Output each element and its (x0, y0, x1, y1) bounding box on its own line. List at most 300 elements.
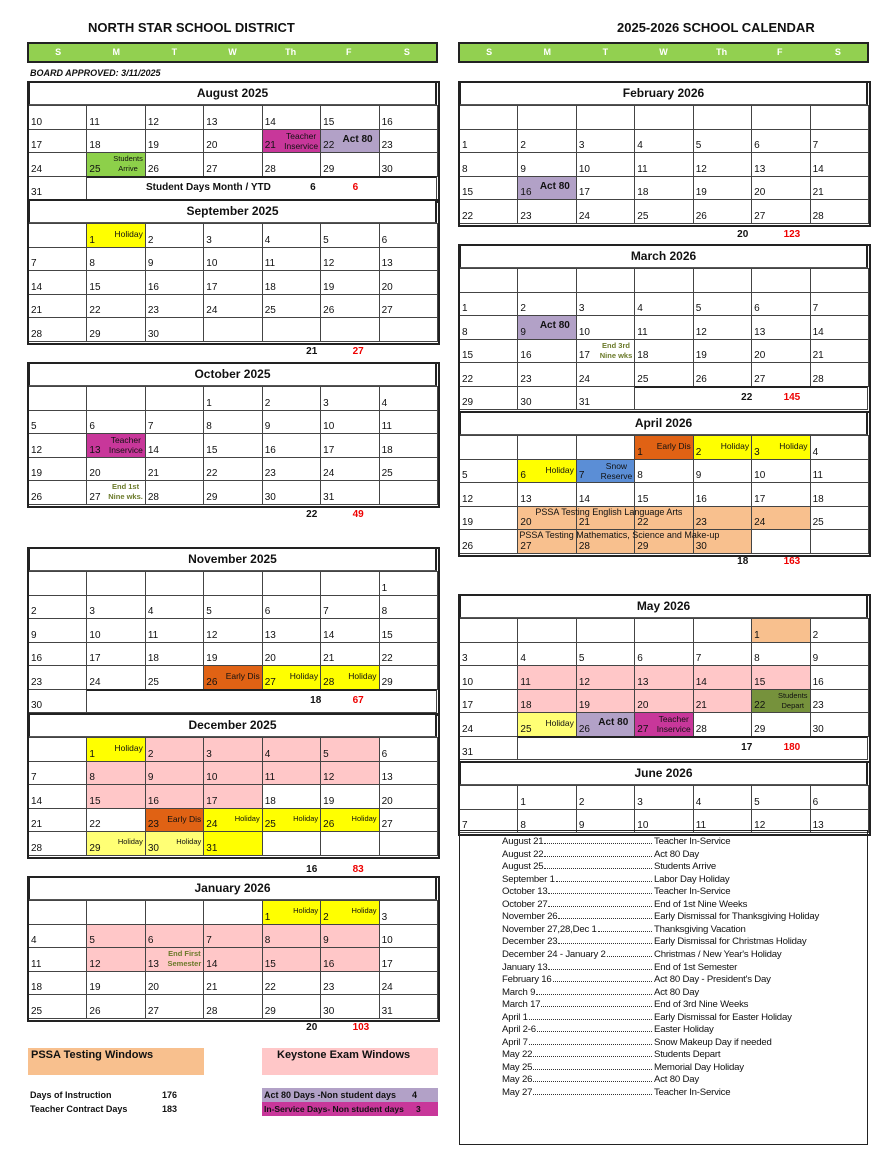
day-cell (320, 737, 379, 762)
day-cell (751, 315, 810, 340)
day-cell (693, 292, 752, 317)
month-student-days: 21 (306, 346, 318, 357)
day-number: 21 (147, 468, 159, 479)
day-cell (320, 410, 379, 435)
day-number: 18 (264, 281, 276, 293)
day-number: 15 (89, 281, 101, 293)
weekday-label: Th (285, 47, 297, 57)
month-student-days: 6 (310, 181, 316, 193)
event-date: March 9 (502, 986, 536, 998)
day-number: 11 (89, 116, 100, 128)
day-number: 17 (206, 281, 218, 293)
event-date: August 22 (502, 848, 544, 860)
day-cell (262, 152, 321, 177)
day-number: 25 (264, 819, 276, 830)
day-number: 16 (695, 493, 707, 505)
board-approved: BOARD APPROVED: 3/11/2025 (30, 68, 161, 78)
event-row (502, 1060, 842, 1073)
day-number: 19 (206, 653, 218, 664)
day-cell (262, 924, 321, 949)
day-cell (203, 924, 262, 949)
day-number: 15 (381, 629, 393, 641)
day-cell (693, 665, 752, 690)
day-number: 3 (381, 911, 388, 923)
day-number: 27 (206, 163, 218, 175)
day-number: 25 (381, 468, 393, 479)
day-number: 18 (147, 653, 159, 664)
day-number: 29 (89, 842, 101, 854)
day-cell (86, 410, 145, 435)
day-number: 1 (754, 629, 760, 641)
month-title: November 2025 (28, 547, 437, 571)
day-number: 19 (462, 517, 474, 528)
event-name: End of 3rd Nine Weeks (654, 999, 749, 1011)
day-cell (379, 994, 438, 1019)
day-cell (379, 270, 438, 295)
day-number: 19 (89, 982, 101, 993)
day-note: Holiday (720, 441, 750, 451)
day-cell (28, 689, 87, 714)
day-cell (145, 247, 204, 272)
day-cell (459, 315, 518, 340)
day-number: 3 (206, 234, 212, 246)
day-cell (810, 529, 869, 554)
day-number: 14 (812, 326, 824, 338)
day-number: 14 (31, 281, 43, 293)
dot-leader (556, 872, 652, 882)
day-cell (693, 482, 752, 507)
day-cell (693, 105, 752, 130)
day-number: 8 (462, 326, 468, 338)
event-date-leader (502, 1085, 654, 1100)
day-note: Early Dis (656, 441, 691, 451)
day-number: 31 (206, 842, 218, 854)
day-number: 1 (89, 748, 95, 760)
day-number: 20 (264, 653, 276, 664)
day-number: 26 (89, 1005, 101, 1017)
day-number: 21 (323, 653, 335, 664)
day-number: 1 (462, 303, 468, 314)
day-number: 18 (520, 700, 532, 711)
day-cell (86, 761, 145, 786)
day-number: 23 (147, 305, 159, 316)
day-cell (379, 618, 438, 643)
day-cell (203, 247, 262, 272)
day-cell (517, 105, 576, 130)
day-note: Holiday (117, 837, 143, 846)
day-cell (320, 971, 379, 996)
day-cell (459, 199, 518, 224)
day-number: 11 (695, 820, 707, 831)
day-number: 20 (206, 140, 218, 151)
dot-leader (541, 997, 652, 1007)
inservice-count: 3 (416, 1104, 421, 1114)
event-row (502, 1035, 842, 1048)
day-cell (634, 129, 693, 154)
day-number: 29 (89, 328, 101, 340)
event-row (502, 834, 842, 847)
ytd-student-days: 163 (783, 556, 801, 567)
day-cell (86, 618, 145, 643)
day-number: 21 (31, 819, 43, 830)
event-row (502, 909, 842, 922)
day-number: 6 (520, 470, 526, 481)
event-date: May 26 (502, 1074, 533, 1086)
day-cell (576, 712, 635, 737)
day-cell (576, 362, 635, 387)
day-number: 25 (812, 517, 824, 528)
day-cell (28, 571, 87, 596)
day-cell (693, 642, 752, 667)
day-cell (203, 410, 262, 435)
day-cell (145, 831, 204, 856)
day-number: 7 (812, 140, 819, 151)
dot-leader (529, 1035, 652, 1045)
month-student-days: 17 (741, 741, 753, 753)
day-number: 12 (323, 258, 335, 269)
day-number: 2 (323, 911, 329, 923)
day-number: 4 (264, 748, 271, 760)
dot-leader (553, 972, 652, 982)
day-number: 16 (323, 958, 335, 970)
day-cell (86, 924, 145, 949)
day-cell (459, 482, 518, 507)
day-cell (86, 247, 145, 272)
day-cell (810, 176, 869, 201)
ytd-student-days: 103 (352, 1022, 370, 1033)
day-number: 12 (206, 629, 218, 641)
day-cell (145, 808, 204, 833)
day-number: 4 (381, 397, 388, 409)
day-cell (320, 247, 379, 272)
day-cell (634, 339, 693, 364)
day-cell (203, 152, 262, 177)
day-note: Act 80 (342, 133, 373, 145)
day-cell (379, 410, 438, 435)
day-number: 28 (147, 491, 159, 503)
day-number: 13 (147, 958, 159, 970)
day-cell (576, 459, 635, 484)
day-cell (634, 712, 693, 737)
day-cell (379, 808, 438, 833)
day-cell (693, 339, 752, 364)
day-number: 8 (264, 935, 271, 946)
day-cell (86, 947, 145, 972)
day-number: 23 (323, 982, 335, 993)
day-cell (203, 317, 262, 342)
month-title: October 2025 (28, 362, 437, 386)
day-cell (810, 785, 869, 810)
day-number: 11 (264, 258, 276, 269)
weekday-label: S (55, 47, 62, 57)
day-cell (320, 105, 379, 130)
ytd-student-days: 67 (352, 694, 364, 706)
day-number: 24 (462, 723, 474, 735)
day-number: 8 (520, 820, 526, 831)
day-number: 19 (695, 187, 707, 198)
day-cell (693, 176, 752, 201)
day-number: 29 (381, 676, 393, 688)
day-cell (517, 339, 576, 364)
day-cell (28, 900, 87, 925)
day-number: 9 (695, 470, 702, 481)
day-cell (379, 900, 438, 925)
weekday-label: S (834, 47, 841, 57)
day-number: 12 (695, 326, 707, 338)
day-cell (459, 712, 518, 737)
day-cell (634, 642, 693, 667)
day-cell (751, 176, 810, 201)
day-cell (517, 315, 576, 340)
day-number: 21 (578, 517, 590, 528)
inservice-legend (262, 1102, 438, 1116)
day-note: Act 80 (598, 717, 629, 728)
event-name: End of 1st Nine Weeks (654, 898, 748, 910)
day-cell (751, 712, 810, 737)
event-name: Christmas / New Year's Holiday (654, 948, 782, 960)
day-number: 10 (323, 421, 335, 432)
day-number: 29 (637, 540, 649, 552)
dot-leader (598, 922, 652, 932)
day-number: 5 (695, 303, 702, 314)
event-date: April 7 (502, 1036, 528, 1048)
contract-value: 183 (162, 1104, 178, 1114)
day-number: 27 (754, 373, 766, 385)
event-row (502, 897, 842, 910)
dot-leader (548, 960, 652, 970)
day-cell (634, 785, 693, 810)
day-cell (145, 410, 204, 435)
day-cell (145, 223, 204, 248)
day-cell (576, 129, 635, 154)
day-cell (145, 994, 204, 1019)
day-number: 13 (206, 116, 218, 128)
day-number: 10 (578, 163, 590, 175)
event-name: Teacher In-Service (654, 1087, 731, 1098)
month-student-days: 18 (737, 556, 749, 567)
day-cell (459, 689, 518, 714)
day-number: 3 (637, 796, 643, 808)
event-row (502, 947, 842, 960)
event-name: Act 80 Day - President's Day (654, 974, 771, 986)
day-number: 5 (695, 140, 702, 151)
day-cell (634, 459, 693, 484)
day-number: 4 (637, 303, 643, 314)
month-title: January 2026 (28, 876, 437, 900)
day-cell (459, 105, 518, 130)
day-number: 2 (520, 140, 526, 151)
day-number: 11 (264, 772, 276, 783)
event-name: Early Dismissal for Christmas Holiday (654, 936, 807, 948)
day-note: Teacher Inservice (656, 714, 691, 734)
day-cell (262, 410, 321, 435)
day-number: 17 (462, 700, 474, 711)
day-cell (262, 947, 321, 972)
day-number: 22 (381, 653, 393, 664)
ytd-student-days: 6 (352, 181, 359, 193)
event-date: August 21 (502, 836, 544, 847)
day-cell (203, 105, 262, 130)
day-cell (28, 410, 87, 435)
day-number: 12 (147, 116, 159, 128)
dot-leader (558, 909, 652, 919)
month-title: March 2026 (459, 244, 868, 268)
day-note: Holiday (234, 813, 260, 823)
day-cell (634, 435, 693, 460)
day-cell (576, 292, 635, 317)
event-name: Act 80 Day (654, 986, 699, 998)
day-number: 21 (264, 140, 276, 151)
event-name: End of 1st Semester (654, 961, 738, 973)
day-cell (693, 459, 752, 484)
day-cell (28, 457, 87, 482)
day-cell (751, 435, 810, 460)
day-cell (634, 482, 693, 507)
day-cell (634, 362, 693, 387)
day-number: 28 (264, 163, 276, 175)
day-cell (86, 386, 145, 411)
day-number: 4 (31, 935, 37, 946)
month-title: May 2026 (459, 594, 868, 618)
day-number: 26 (695, 373, 707, 385)
day-number: 22 (462, 210, 474, 222)
day-cell (320, 665, 379, 690)
day-number: 12 (323, 772, 335, 783)
day-cell (517, 665, 576, 690)
contract-label: Teacher Contract Days (30, 1104, 128, 1114)
day-cell (203, 457, 262, 482)
weekday-label: F (346, 47, 352, 57)
day-cell (751, 129, 810, 154)
day-cell (810, 129, 869, 154)
day-number: 10 (31, 116, 43, 128)
day-number: 31 (31, 187, 43, 198)
day-cell (28, 223, 87, 248)
event-row (502, 922, 842, 935)
day-number: 20 (147, 982, 159, 993)
day-note: Teacher Inservice (284, 130, 319, 151)
day-number: 1 (637, 446, 643, 458)
day-cell (203, 665, 262, 690)
day-cell (379, 247, 438, 272)
day-cell (810, 199, 869, 224)
day-cell (145, 480, 204, 505)
day-number: 8 (754, 653, 760, 664)
day-number: 4 (147, 606, 154, 617)
day-number: 12 (695, 163, 707, 175)
day-cell (28, 152, 87, 177)
day-note: Holiday (176, 837, 202, 846)
day-cell (751, 292, 810, 317)
day-number: 5 (578, 653, 585, 664)
day-number: 14 (578, 493, 590, 505)
day-cell (810, 689, 869, 714)
day-number: 3 (578, 303, 585, 314)
day-cell (517, 642, 576, 667)
day-cell (28, 994, 87, 1019)
day-cell (86, 457, 145, 482)
day-number: 18 (637, 350, 649, 361)
day-cell (634, 105, 693, 130)
day-cell (262, 571, 321, 596)
day-cell (576, 785, 635, 810)
day-cell (320, 642, 379, 667)
day-number: 3 (578, 140, 585, 151)
day-number: 5 (462, 470, 468, 481)
day-cell (751, 105, 810, 130)
day-number: 15 (462, 350, 474, 361)
day-number: 7 (462, 820, 468, 831)
day-number: 5 (31, 421, 37, 432)
day-number: 23 (147, 819, 159, 830)
day-cell (517, 199, 576, 224)
day-number: 22 (206, 468, 218, 479)
day-cell (203, 947, 262, 972)
day-cell (810, 712, 869, 737)
day-cell (86, 784, 145, 809)
day-cell (634, 199, 693, 224)
day-number: 13 (264, 629, 276, 641)
day-cell (28, 947, 87, 972)
day-number: 16 (147, 795, 159, 807)
day-number: 26 (323, 305, 335, 316)
day-cell (576, 482, 635, 507)
dot-leader (533, 1047, 652, 1057)
day-cell (28, 618, 87, 643)
pssa-legend (28, 1048, 204, 1075)
day-cell (320, 317, 379, 342)
day-cell (379, 480, 438, 505)
event-date: August 25 (502, 861, 544, 873)
day-cell (86, 480, 145, 505)
day-number: 31 (323, 491, 335, 503)
day-cell (262, 317, 321, 342)
day-cell (459, 665, 518, 690)
day-cell (517, 292, 576, 317)
day-cell (203, 480, 262, 505)
day-number: 28 (578, 540, 590, 552)
day-cell (28, 247, 87, 272)
day-number: 8 (381, 606, 388, 617)
day-cell (379, 457, 438, 482)
day-cell (459, 642, 518, 667)
day-cell (320, 947, 379, 972)
month-title: August 2025 (28, 81, 437, 105)
event-date: October 27 (502, 898, 548, 910)
day-cell (379, 947, 438, 972)
day-cell (262, 270, 321, 295)
day-number: 31 (381, 1005, 393, 1017)
day-number: 14 (147, 444, 159, 456)
day-number: 7 (578, 470, 585, 481)
day-number: 6 (754, 140, 760, 151)
month-student-days: 20 (737, 229, 749, 240)
day-number: 9 (812, 653, 819, 664)
event-row (502, 960, 842, 973)
day-cell (634, 292, 693, 317)
day-number: 13 (637, 676, 649, 688)
inservice-legend-label: In-Service Days- Non student days (264, 1104, 404, 1114)
day-number: 28 (31, 328, 43, 340)
day-cell (379, 317, 438, 342)
day-cell (203, 386, 262, 411)
day-cell (634, 152, 693, 177)
day-cell (28, 595, 87, 620)
dot-leader (533, 1072, 652, 1082)
day-number: 17 (381, 958, 393, 970)
day-cell (810, 152, 869, 177)
day-number: 9 (147, 258, 154, 269)
